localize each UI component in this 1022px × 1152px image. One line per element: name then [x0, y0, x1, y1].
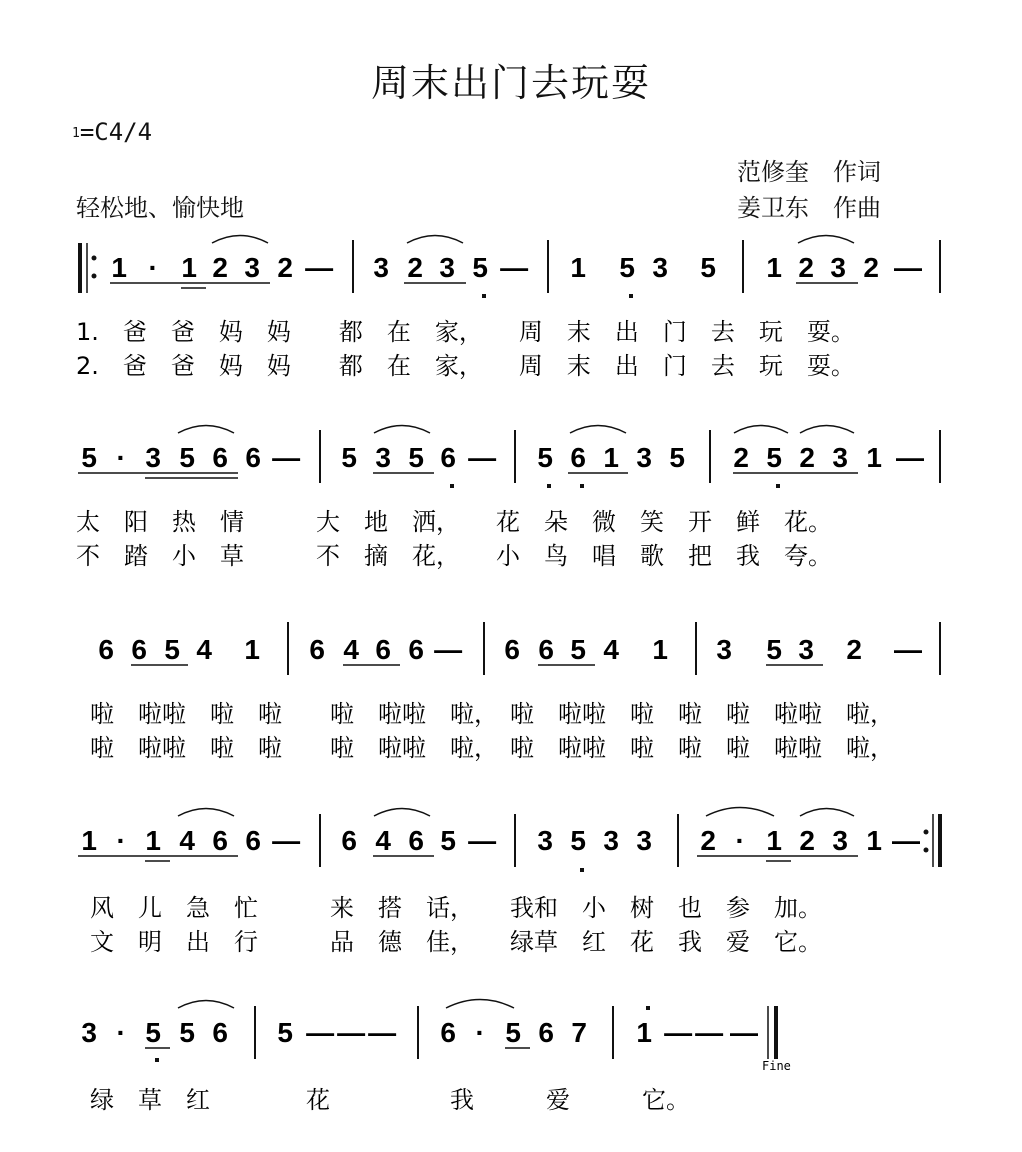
note: 6	[98, 634, 114, 665]
dash: —	[368, 1017, 397, 1048]
dash: —	[896, 442, 924, 473]
dot: ·	[475, 1017, 485, 1048]
note: 3	[603, 825, 619, 856]
dash: —	[272, 825, 301, 856]
slur	[178, 809, 234, 817]
staff-5	[81, 1000, 791, 1115]
note: 2	[277, 252, 293, 283]
lyric-line-1: 1. 爸 爸 妈 妈 都 在 家， 周 末 出 门 去 玩 耍。	[76, 318, 855, 346]
key-one: 1	[72, 126, 80, 141]
note: 1	[181, 252, 197, 283]
repeat-dot	[92, 274, 97, 279]
dash: —	[730, 1017, 758, 1048]
note: 1	[81, 825, 97, 856]
note: 6	[538, 634, 554, 665]
repeat-end-thick	[938, 814, 942, 867]
note: 5	[81, 442, 97, 473]
note: 6	[341, 825, 357, 856]
dot: ·	[148, 252, 158, 283]
note: 5	[179, 442, 195, 473]
lyricist-credit: 范修奎 作词	[737, 158, 881, 186]
note: 2	[799, 442, 815, 473]
note: 5	[570, 825, 586, 856]
note: 3	[798, 634, 814, 665]
slur	[800, 426, 854, 434]
lyric-line-2: 啦 啦啦 啦 啦 啦 啦啦 啦， 啦 啦啦 啦 啦 啦 啦啦 啦，	[90, 734, 894, 762]
lyric-line-1: 风 儿 急 忙 来 搭 话， 我和 小 树 也 参 加。	[90, 894, 822, 922]
note: 1	[652, 634, 668, 665]
note: 5	[341, 442, 357, 473]
low-dot	[580, 484, 584, 488]
dot: ·	[116, 442, 126, 473]
repeat-dot	[924, 848, 929, 853]
note: 5	[669, 442, 685, 473]
low-dot	[629, 294, 633, 298]
dash: —	[894, 634, 922, 665]
note: 1	[570, 252, 586, 283]
note: 4	[603, 634, 619, 665]
lyric-line-2: 不 踏 小 草 不 摘 花， 小 鸟 唱 歌 把 我 夸。	[76, 542, 832, 570]
note: 2	[733, 442, 749, 473]
slur	[798, 236, 854, 244]
note: 5	[164, 634, 180, 665]
dash: —	[434, 634, 463, 665]
note: 2	[407, 252, 423, 283]
dot: ·	[116, 1017, 126, 1048]
svg-text:1 · 1 2	[111, 252, 922, 283]
note: 2	[799, 825, 815, 856]
slur	[706, 808, 774, 817]
dash: —	[468, 442, 497, 473]
slur	[446, 1000, 514, 1009]
dash: —	[894, 252, 922, 283]
dot: ·	[735, 825, 745, 856]
slur	[407, 236, 463, 244]
staff-1	[76, 236, 940, 381]
note: 2	[212, 252, 228, 283]
fine-marking: Fine	[762, 1059, 791, 1073]
note: 5	[145, 1017, 161, 1048]
staff-4	[78, 808, 942, 957]
slur	[374, 809, 430, 817]
note: 5	[440, 825, 456, 856]
svg-text:5 · 3 5	[81, 442, 924, 473]
note: 1	[111, 252, 127, 283]
note: 7	[571, 1017, 587, 1048]
note: 3	[636, 442, 652, 473]
note: 6	[440, 442, 456, 473]
lyric-line-1: 太 阳 热 情 大 地 洒， 花 朵 微 笑 开 鲜 花。	[76, 508, 832, 536]
note: 5	[408, 442, 424, 473]
note: 4	[375, 825, 391, 856]
note: 5	[505, 1017, 521, 1048]
note: 6	[408, 825, 424, 856]
dash: —	[305, 252, 334, 283]
final-bar-thick	[774, 1006, 778, 1059]
dash: —	[272, 442, 301, 473]
note: 5	[766, 634, 782, 665]
slur	[800, 809, 854, 817]
svg-text:3 · 5 5	[81, 1017, 758, 1048]
low-dot	[547, 484, 551, 488]
staff-2	[76, 426, 940, 571]
low-dot	[482, 294, 486, 298]
dash: —	[664, 1017, 693, 1048]
note: 5	[472, 252, 488, 283]
slur	[212, 236, 268, 244]
note: 5	[570, 634, 586, 665]
note: 3	[832, 442, 848, 473]
note: 6	[538, 1017, 554, 1048]
dash: —	[306, 1017, 335, 1048]
note: 3	[830, 252, 846, 283]
repeat-dot	[92, 256, 97, 261]
note: 3	[636, 825, 652, 856]
note: 6	[309, 634, 325, 665]
note: 3	[373, 252, 389, 283]
note: 1	[866, 442, 882, 473]
note: 1	[766, 825, 782, 856]
note: 3	[244, 252, 260, 283]
note: 5	[179, 1017, 195, 1048]
svg-text:6 6 5 4	[98, 634, 922, 665]
note: 1	[866, 825, 882, 856]
note: 4	[179, 825, 195, 856]
note: 5	[277, 1017, 293, 1048]
note: 3	[832, 825, 848, 856]
dash: —	[695, 1017, 724, 1048]
note: 1	[244, 634, 260, 665]
note: 3	[81, 1017, 97, 1048]
note: 6	[245, 825, 261, 856]
staff-3	[90, 622, 940, 762]
note: 3	[375, 442, 391, 473]
slur	[734, 426, 788, 434]
low-dot	[450, 484, 454, 488]
note: 5	[700, 252, 716, 283]
slur	[178, 426, 234, 434]
note: 6	[375, 634, 391, 665]
slur	[570, 426, 626, 434]
note: 6	[570, 442, 586, 473]
note: 2	[798, 252, 814, 283]
note: 6	[212, 825, 228, 856]
note: 1	[603, 442, 619, 473]
low-dot	[155, 1058, 159, 1062]
note: 4	[196, 634, 212, 665]
lyric-line-1: 绿 草 红 花 我 爱 它。	[90, 1086, 690, 1114]
slur	[374, 426, 430, 434]
key-rest: =C4/4	[79, 118, 153, 146]
svg-text:1 · 1 4	[81, 825, 920, 856]
song-title: 周末出门去玩耍	[370, 61, 651, 105]
dash: —	[500, 252, 529, 283]
composer-credit: 姜卫东 作曲	[737, 194, 881, 222]
low-dot	[776, 484, 780, 488]
note: 3	[145, 442, 161, 473]
note: 3	[439, 252, 455, 283]
note: 2	[863, 252, 879, 283]
note: 5	[766, 442, 782, 473]
note: 6	[131, 634, 147, 665]
note: 2	[700, 825, 716, 856]
note: 2	[846, 634, 862, 665]
lyric-line-2: 2. 爸 爸 妈 妈 都 在 家， 周 末 出 门 去 玩 耍。	[76, 352, 855, 380]
dot: ·	[116, 825, 126, 856]
slur	[178, 1001, 234, 1009]
note: 1	[636, 1017, 652, 1048]
note: 3	[537, 825, 553, 856]
note: 1	[766, 252, 782, 283]
note: 6	[212, 1017, 228, 1048]
dash: —	[892, 825, 920, 856]
dash: —	[337, 1017, 366, 1048]
high-dot	[646, 1006, 650, 1010]
lyric-line-2: 文 明 出 行 品 德 佳， 绿草 红 花 我 爱 它。	[90, 928, 822, 956]
repeat-start-thick	[78, 243, 82, 293]
note: 3	[652, 252, 668, 283]
note: 4	[343, 634, 359, 665]
tempo-marking: 轻松地、愉快地	[76, 194, 244, 222]
note: 5	[619, 252, 635, 283]
lyric-line-1: 啦 啦啦 啦 啦 啦 啦啦 啦， 啦 啦啦 啦 啦 啦 啦啦 啦，	[90, 700, 894, 728]
low-dot	[580, 868, 584, 872]
note: 1	[145, 825, 161, 856]
dash: —	[468, 825, 497, 856]
note: 6	[245, 442, 261, 473]
note: 5	[537, 442, 553, 473]
note: 6	[440, 1017, 456, 1048]
repeat-dot	[924, 830, 929, 835]
note: 3	[716, 634, 732, 665]
note: 6	[504, 634, 520, 665]
note: 6	[408, 634, 424, 665]
note: 6	[212, 442, 228, 473]
